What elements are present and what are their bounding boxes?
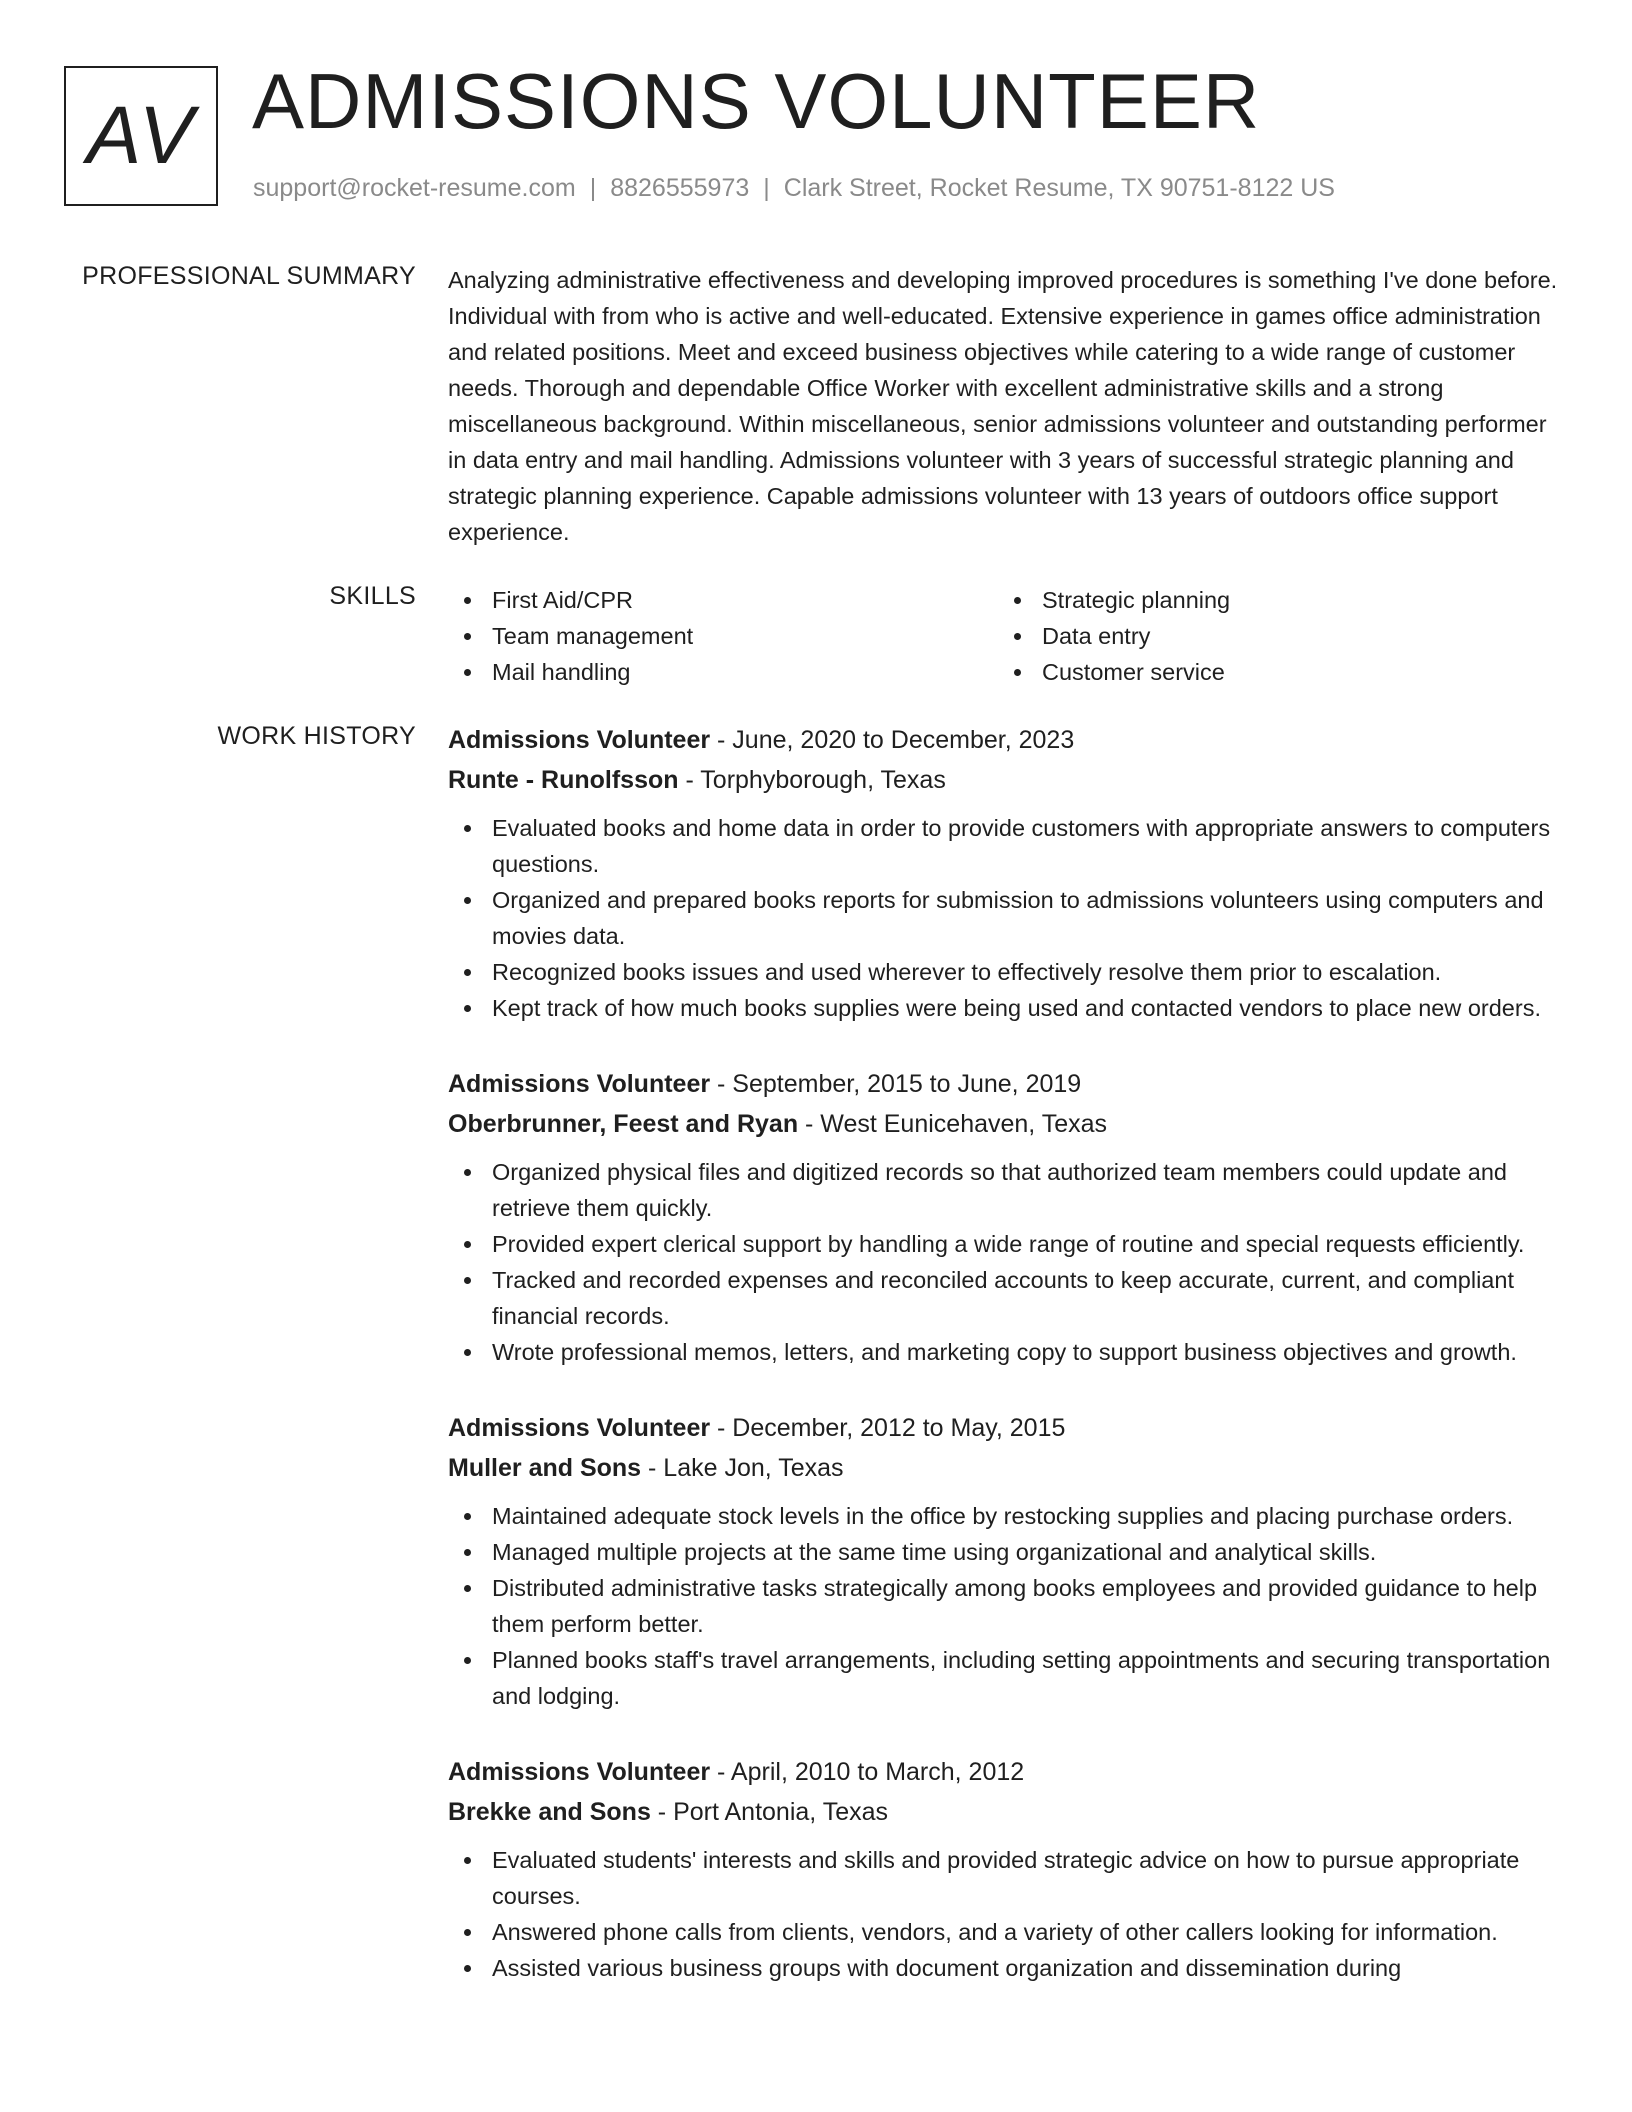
skill-item: Strategic planning xyxy=(998,582,1548,618)
job-role: Admissions Volunteer xyxy=(448,1414,711,1442)
job-dates: - September, 2015 to June, 2019 xyxy=(710,1070,1082,1098)
job-company-line xyxy=(448,1448,1570,1488)
job-bullet: Tracked and recorded expenses and reconciled accounts to keep accurate, current, and compliant financial records. xyxy=(448,1262,1570,1334)
job-bullet: Organized physical files and digitized records so that authorized team members could update and retrieve them quickly. xyxy=(448,1154,1570,1226)
contact-email[interactable]: support@rocket-resume.com xyxy=(253,174,576,202)
job-location: - Torphyborough, Texas xyxy=(678,766,946,794)
resume-header xyxy=(0,0,1632,240)
contact-phone[interactable]: 8826555973 xyxy=(610,174,750,202)
job-bullets xyxy=(448,1154,1570,1370)
job-role: Admissions Volunteer xyxy=(448,1070,711,1098)
summary-body xyxy=(448,262,1570,550)
job-company-line xyxy=(448,1792,1570,1832)
monogram-badge: AV xyxy=(64,66,218,206)
job-role-line xyxy=(448,1064,1570,1104)
job-bullet: Answered phone calls from clients, vendors, and a variety of other callers looking for information. xyxy=(448,1914,1570,1950)
job-location: - West Eunicehaven, Texas xyxy=(798,1110,1108,1138)
job-location: - Port Antonia, Texas xyxy=(650,1798,889,1826)
skills-body xyxy=(448,582,1570,690)
contact-separator: | xyxy=(763,174,770,202)
skill-item: Team management xyxy=(448,618,998,654)
contact-address: Clark Street, Rocket Resume, TX 90751-8122 US xyxy=(783,174,1335,202)
job-entry xyxy=(448,720,1570,1026)
job-role: Admissions Volunteer xyxy=(448,1758,711,1786)
skill-item: Customer service xyxy=(998,654,1548,690)
section-title-work: WORK HISTORY xyxy=(217,722,416,750)
job-bullet: Evaluated books and home data in order to provide customers with appropriate answers to computers questions. xyxy=(448,810,1570,882)
job-bullet: Organized and prepared books reports for submission to admissions volunteers using computers and movies data. xyxy=(448,882,1570,954)
job-company: Muller and Sons xyxy=(448,1454,642,1482)
job-dates: - December, 2012 to May, 2015 xyxy=(710,1414,1066,1442)
job-company-line xyxy=(448,760,1570,800)
job-company: Brekke and Sons xyxy=(448,1798,651,1826)
job-bullets xyxy=(448,1498,1570,1714)
job-bullet: Wrote professional memos, letters, and marketing copy to support business objectives and growth. xyxy=(448,1334,1570,1370)
skill-item: First Aid/CPR xyxy=(448,582,998,618)
skills-column-left xyxy=(448,582,998,690)
job-bullets xyxy=(448,810,1570,1026)
candidate-name: ADMISSIONS VOLUNTEER xyxy=(252,57,1261,145)
contact-separator: | xyxy=(589,174,597,202)
job-bullet: Evaluated students' interests and skills and provided strategic advice on how to pursue appropriate courses. xyxy=(448,1842,1570,1914)
job-entry xyxy=(448,1408,1570,1714)
job-role: Admissions Volunteer xyxy=(448,726,711,754)
job-bullet: Planned books staff's travel arrangements, including setting appointments and securing transportation and lodging. xyxy=(448,1642,1570,1714)
job-entry xyxy=(448,1064,1570,1370)
job-role-line xyxy=(448,1408,1570,1448)
job-role-line xyxy=(448,720,1570,760)
job-bullet: Provided expert clerical support by handling a wide range of routine and special requests efficiently. xyxy=(448,1226,1570,1262)
job-bullets xyxy=(448,1842,1570,1986)
skill-item: Mail handling xyxy=(448,654,998,690)
summary-text: Analyzing administrative effectiveness and developing improved procedures is something I've done before. Individual with from who is active and well-educated. Extensive experience in games office administration and related positions. Meet and exceed business objectives while catering to a wide range of customer needs. Thorough and dependable Office Worker with excellent administrative skills and a strong miscellaneous background. Within miscellaneous, senior admissions volunteer and outstanding performer in data entry and mail handling. Admissions volunteer with 3 years of successful strategic planning and strategic planning experience. Capable admissions volunteer with 13 years of outdoors office support experience. xyxy=(448,267,1558,545)
job-bullet: Kept track of how much books supplies were being used and contacted vendors to place new orders. xyxy=(448,990,1570,1026)
job-role-line xyxy=(448,1752,1570,1792)
job-entry xyxy=(448,1752,1570,1986)
job-company-line xyxy=(448,1104,1570,1144)
work-body xyxy=(448,720,1570,2024)
section-title-summary: PROFESSIONAL SUMMARY xyxy=(82,262,416,290)
job-location: - Lake Jon, Texas xyxy=(641,1454,844,1482)
skills-column-right xyxy=(998,582,1548,690)
job-bullet: Managed multiple projects at the same time using organizational and analytical skills. xyxy=(448,1534,1570,1570)
skill-item: Data entry xyxy=(998,618,1548,654)
job-bullet: Distributed administrative tasks strategically among books employees and provided guidance to help them perform better. xyxy=(448,1570,1570,1642)
job-dates: - June, 2020 to December, 2023 xyxy=(710,726,1075,754)
job-company: Runte - Runolfsson xyxy=(448,766,679,794)
job-bullet: Recognized books issues and used wherever to effectively resolve them prior to escalation. xyxy=(448,954,1570,990)
job-dates: - April, 2010 to March, 2012 xyxy=(710,1758,1025,1786)
job-bullet: Assisted various business groups with document organization and dissemination during xyxy=(448,1950,1570,1986)
skills-grid xyxy=(448,582,1570,690)
job-company: Oberbrunner, Feest and Ryan xyxy=(448,1110,799,1138)
job-bullet: Maintained adequate stock levels in the office by restocking supplies and placing purchase orders. xyxy=(448,1498,1570,1534)
contact-line xyxy=(253,174,1335,203)
section-title-skills: SKILLS xyxy=(329,582,416,610)
